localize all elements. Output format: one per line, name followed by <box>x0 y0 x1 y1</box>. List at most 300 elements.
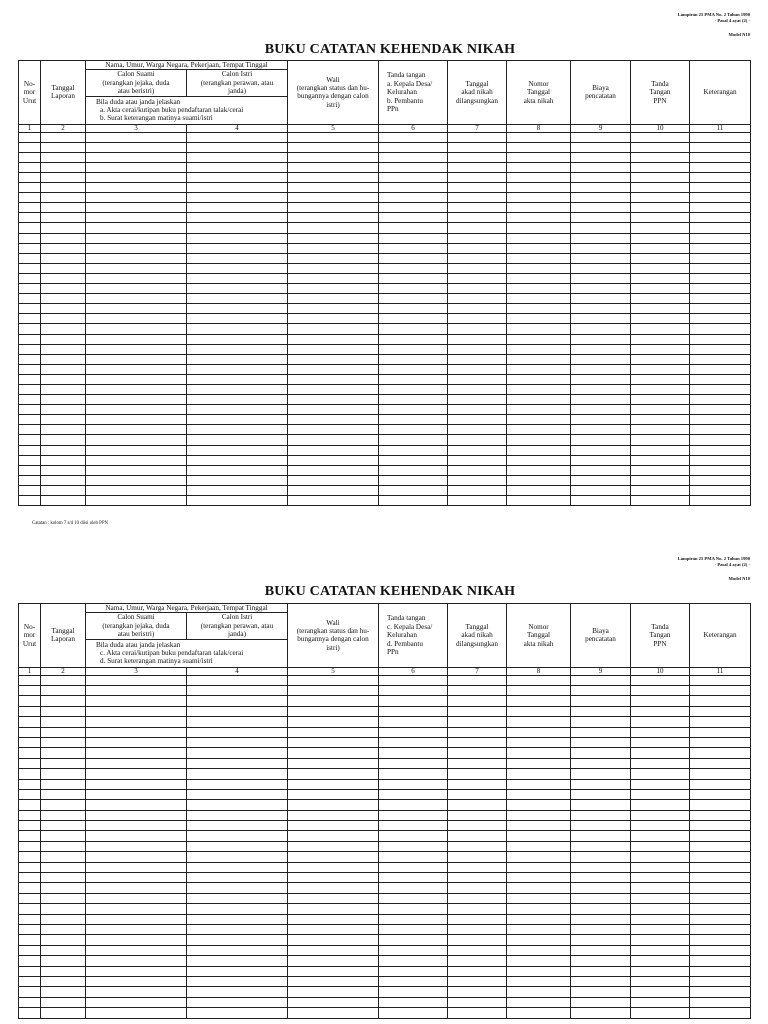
table-cell[interactable] <box>187 344 288 354</box>
table-cell[interactable] <box>288 344 379 354</box>
table-cell[interactable] <box>690 284 751 294</box>
table-cell[interactable] <box>187 203 288 213</box>
table-cell[interactable] <box>571 173 631 183</box>
table-cell[interactable] <box>448 956 507 966</box>
table-cell[interactable] <box>571 758 631 768</box>
table-cell[interactable] <box>690 304 751 314</box>
table-cell[interactable] <box>690 203 751 213</box>
table-cell[interactable] <box>41 284 86 294</box>
table-cell[interactable] <box>41 384 86 394</box>
table-cell[interactable] <box>41 696 86 706</box>
table-cell[interactable] <box>288 132 379 142</box>
table-cell[interactable] <box>41 425 86 435</box>
table-cell[interactable] <box>19 233 41 243</box>
table-cell[interactable] <box>571 354 631 364</box>
table-cell[interactable] <box>86 475 187 485</box>
table-cell[interactable] <box>288 925 379 935</box>
table-cell[interactable] <box>379 183 448 193</box>
table-cell[interactable] <box>690 162 751 172</box>
table-cell[interactable] <box>19 395 41 405</box>
table-cell[interactable] <box>631 758 690 768</box>
table-cell[interactable] <box>631 223 690 233</box>
table-cell[interactable] <box>19 132 41 142</box>
table-cell[interactable] <box>379 883 448 893</box>
table-cell[interactable] <box>448 485 507 495</box>
table-cell[interactable] <box>379 273 448 283</box>
table-cell[interactable] <box>41 831 86 841</box>
table-cell[interactable] <box>571 132 631 142</box>
table-cell[interactable] <box>379 485 448 495</box>
table-cell[interactable] <box>448 883 507 893</box>
table-cell[interactable] <box>187 956 288 966</box>
table-cell[interactable] <box>631 263 690 273</box>
table-cell[interactable] <box>448 496 507 506</box>
table-cell[interactable] <box>571 966 631 976</box>
table-cell[interactable] <box>448 253 507 263</box>
table-cell[interactable] <box>86 183 187 193</box>
table-cell[interactable] <box>690 800 751 810</box>
table-cell[interactable] <box>86 314 187 324</box>
table-cell[interactable] <box>379 976 448 986</box>
table-cell[interactable] <box>690 374 751 384</box>
table-cell[interactable] <box>187 893 288 903</box>
table-cell[interactable] <box>187 841 288 851</box>
table-cell[interactable] <box>41 445 86 455</box>
table-cell[interactable] <box>86 769 187 779</box>
table-cell[interactable] <box>187 727 288 737</box>
table-cell[interactable] <box>507 789 571 799</box>
table-cell[interactable] <box>19 425 41 435</box>
table-cell[interactable] <box>448 445 507 455</box>
table-cell[interactable] <box>379 132 448 142</box>
table-cell[interactable] <box>507 800 571 810</box>
table-cell[interactable] <box>448 904 507 914</box>
table-cell[interactable] <box>86 779 187 789</box>
table-cell[interactable] <box>448 455 507 465</box>
table-cell[interactable] <box>41 987 86 997</box>
table-cell[interactable] <box>379 831 448 841</box>
table-cell[interactable] <box>86 455 187 465</box>
table-cell[interactable] <box>86 132 187 142</box>
table-cell[interactable] <box>86 737 187 747</box>
table-cell[interactable] <box>507 405 571 415</box>
table-cell[interactable] <box>448 748 507 758</box>
table-cell[interactable] <box>631 893 690 903</box>
table-cell[interactable] <box>631 717 690 727</box>
table-cell[interactable] <box>41 334 86 344</box>
table-cell[interactable] <box>379 294 448 304</box>
table-cell[interactable] <box>379 475 448 485</box>
table-cell[interactable] <box>288 455 379 465</box>
table-cell[interactable] <box>86 415 187 425</box>
table-cell[interactable] <box>288 253 379 263</box>
table-cell[interactable] <box>41 862 86 872</box>
table-cell[interactable] <box>41 717 86 727</box>
table-cell[interactable] <box>571 415 631 425</box>
table-cell[interactable] <box>19 925 41 935</box>
table-cell[interactable] <box>379 737 448 747</box>
table-cell[interactable] <box>507 966 571 976</box>
table-cell[interactable] <box>288 203 379 213</box>
table-cell[interactable] <box>507 213 571 223</box>
table-cell[interactable] <box>571 273 631 283</box>
table-cell[interactable] <box>631 737 690 747</box>
table-cell[interactable] <box>86 862 187 872</box>
table-cell[interactable] <box>571 455 631 465</box>
table-cell[interactable] <box>631 956 690 966</box>
table-cell[interactable] <box>448 925 507 935</box>
table-cell[interactable] <box>448 243 507 253</box>
table-cell[interactable] <box>379 152 448 162</box>
table-cell[interactable] <box>631 152 690 162</box>
table-cell[interactable] <box>379 935 448 945</box>
table-cell[interactable] <box>379 862 448 872</box>
table-cell[interactable] <box>448 914 507 924</box>
table-cell[interactable] <box>187 395 288 405</box>
table-cell[interactable] <box>19 364 41 374</box>
table-cell[interactable] <box>690 893 751 903</box>
table-cell[interactable] <box>571 243 631 253</box>
table-cell[interactable] <box>86 758 187 768</box>
table-cell[interactable] <box>448 810 507 820</box>
table-cell[interactable] <box>19 243 41 253</box>
table-cell[interactable] <box>41 223 86 233</box>
table-cell[interactable] <box>631 193 690 203</box>
table-cell[interactable] <box>448 364 507 374</box>
table-cell[interactable] <box>86 831 187 841</box>
table-cell[interactable] <box>507 675 571 685</box>
table-cell[interactable] <box>288 183 379 193</box>
table-cell[interactable] <box>631 243 690 253</box>
table-cell[interactable] <box>379 304 448 314</box>
table-cell[interactable] <box>41 800 86 810</box>
table-cell[interactable] <box>19 496 41 506</box>
table-cell[interactable] <box>631 384 690 394</box>
table-cell[interactable] <box>86 384 187 394</box>
table-cell[interactable] <box>507 925 571 935</box>
table-cell[interactable] <box>41 841 86 851</box>
table-cell[interactable] <box>19 162 41 172</box>
table-cell[interactable] <box>86 904 187 914</box>
table-cell[interactable] <box>19 273 41 283</box>
table-cell[interactable] <box>379 314 448 324</box>
table-cell[interactable] <box>288 717 379 727</box>
table-cell[interactable] <box>507 435 571 445</box>
table-cell[interactable] <box>690 925 751 935</box>
table-cell[interactable] <box>86 294 187 304</box>
table-cell[interactable] <box>187 706 288 716</box>
table-cell[interactable] <box>41 354 86 364</box>
table-cell[interactable] <box>571 485 631 495</box>
table-cell[interactable] <box>571 893 631 903</box>
table-cell[interactable] <box>288 223 379 233</box>
table-cell[interactable] <box>571 841 631 851</box>
table-cell[interactable] <box>631 987 690 997</box>
table-cell[interactable] <box>571 253 631 263</box>
table-cell[interactable] <box>690 405 751 415</box>
table-cell[interactable] <box>41 675 86 685</box>
table-cell[interactable] <box>631 831 690 841</box>
table-cell[interactable] <box>571 862 631 872</box>
table-cell[interactable] <box>187 737 288 747</box>
table-cell[interactable] <box>288 852 379 862</box>
table-cell[interactable] <box>571 324 631 334</box>
table-cell[interactable] <box>86 748 187 758</box>
table-cell[interactable] <box>571 748 631 758</box>
table-cell[interactable] <box>379 769 448 779</box>
table-cell[interactable] <box>631 142 690 152</box>
table-cell[interactable] <box>448 976 507 986</box>
table-cell[interactable] <box>571 1008 631 1018</box>
table-cell[interactable] <box>41 173 86 183</box>
table-cell[interactable] <box>19 841 41 851</box>
table-cell[interactable] <box>690 748 751 758</box>
table-cell[interactable] <box>631 873 690 883</box>
table-cell[interactable] <box>86 717 187 727</box>
table-cell[interactable] <box>571 956 631 966</box>
table-cell[interactable] <box>507 769 571 779</box>
table-cell[interactable] <box>19 758 41 768</box>
table-cell[interactable] <box>448 395 507 405</box>
table-cell[interactable] <box>86 142 187 152</box>
table-cell[interactable] <box>19 455 41 465</box>
table-cell[interactable] <box>86 152 187 162</box>
table-cell[interactable] <box>448 945 507 955</box>
table-cell[interactable] <box>448 893 507 903</box>
table-cell[interactable] <box>631 914 690 924</box>
table-cell[interactable] <box>571 374 631 384</box>
table-cell[interactable] <box>571 914 631 924</box>
table-cell[interactable] <box>448 183 507 193</box>
table-cell[interactable] <box>571 475 631 485</box>
table-cell[interactable] <box>288 364 379 374</box>
table-cell[interactable] <box>507 883 571 893</box>
table-cell[interactable] <box>631 445 690 455</box>
table-cell[interactable] <box>379 810 448 820</box>
table-cell[interactable] <box>86 883 187 893</box>
table-cell[interactable] <box>379 465 448 475</box>
table-cell[interactable] <box>631 706 690 716</box>
table-cell[interactable] <box>690 935 751 945</box>
table-cell[interactable] <box>41 405 86 415</box>
table-cell[interactable] <box>571 852 631 862</box>
table-cell[interactable] <box>507 696 571 706</box>
table-cell[interactable] <box>86 324 187 334</box>
table-cell[interactable] <box>19 686 41 696</box>
table-cell[interactable] <box>187 496 288 506</box>
table-cell[interactable] <box>379 173 448 183</box>
table-cell[interactable] <box>19 852 41 862</box>
table-cell[interactable] <box>288 841 379 851</box>
table-cell[interactable] <box>86 334 187 344</box>
table-cell[interactable] <box>379 334 448 344</box>
table-cell[interactable] <box>571 686 631 696</box>
table-cell[interactable] <box>187 142 288 152</box>
table-cell[interactable] <box>86 496 187 506</box>
table-cell[interactable] <box>41 1008 86 1018</box>
table-cell[interactable] <box>448 162 507 172</box>
table-cell[interactable] <box>631 475 690 485</box>
table-cell[interactable] <box>690 273 751 283</box>
table-cell[interactable] <box>41 935 86 945</box>
table-cell[interactable] <box>507 465 571 475</box>
table-cell[interactable] <box>379 987 448 997</box>
table-cell[interactable] <box>448 173 507 183</box>
table-cell[interactable] <box>187 779 288 789</box>
table-cell[interactable] <box>288 152 379 162</box>
table-cell[interactable] <box>507 334 571 344</box>
table-cell[interactable] <box>379 893 448 903</box>
table-cell[interactable] <box>19 314 41 324</box>
table-cell[interactable] <box>379 727 448 737</box>
table-cell[interactable] <box>41 748 86 758</box>
table-cell[interactable] <box>19 193 41 203</box>
table-cell[interactable] <box>187 914 288 924</box>
table-cell[interactable] <box>19 324 41 334</box>
table-cell[interactable] <box>86 364 187 374</box>
table-cell[interactable] <box>448 415 507 425</box>
table-cell[interactable] <box>507 162 571 172</box>
table-cell[interactable] <box>379 395 448 405</box>
table-cell[interactable] <box>187 758 288 768</box>
table-cell[interactable] <box>507 727 571 737</box>
table-cell[interactable] <box>379 445 448 455</box>
table-cell[interactable] <box>571 142 631 152</box>
table-cell[interactable] <box>187 384 288 394</box>
table-cell[interactable] <box>19 873 41 883</box>
table-cell[interactable] <box>631 1008 690 1018</box>
table-cell[interactable] <box>690 314 751 324</box>
table-cell[interactable] <box>19 465 41 475</box>
table-cell[interactable] <box>507 314 571 324</box>
table-cell[interactable] <box>288 294 379 304</box>
table-cell[interactable] <box>288 800 379 810</box>
table-cell[interactable] <box>86 873 187 883</box>
table-cell[interactable] <box>631 273 690 283</box>
table-cell[interactable] <box>507 193 571 203</box>
table-cell[interactable] <box>86 810 187 820</box>
table-cell[interactable] <box>19 706 41 716</box>
table-cell[interactable] <box>507 203 571 213</box>
table-cell[interactable] <box>690 789 751 799</box>
table-cell[interactable] <box>690 873 751 883</box>
table-cell[interactable] <box>690 173 751 183</box>
table-cell[interactable] <box>507 758 571 768</box>
table-cell[interactable] <box>86 966 187 976</box>
table-cell[interactable] <box>187 425 288 435</box>
table-cell[interactable] <box>187 354 288 364</box>
table-cell[interactable] <box>571 831 631 841</box>
table-cell[interactable] <box>86 987 187 997</box>
table-cell[interactable] <box>41 193 86 203</box>
table-cell[interactable] <box>379 717 448 727</box>
table-cell[interactable] <box>187 465 288 475</box>
table-cell[interactable] <box>187 831 288 841</box>
table-cell[interactable] <box>631 162 690 172</box>
table-cell[interactable] <box>187 455 288 465</box>
table-cell[interactable] <box>19 987 41 997</box>
table-cell[interactable] <box>19 748 41 758</box>
table-cell[interactable] <box>507 496 571 506</box>
table-cell[interactable] <box>41 324 86 334</box>
table-cell[interactable] <box>288 706 379 716</box>
table-cell[interactable] <box>571 344 631 354</box>
table-cell[interactable] <box>448 862 507 872</box>
table-cell[interactable] <box>41 374 86 384</box>
table-cell[interactable] <box>86 193 187 203</box>
table-cell[interactable] <box>379 821 448 831</box>
table-cell[interactable] <box>507 485 571 495</box>
table-cell[interactable] <box>690 810 751 820</box>
table-cell[interactable] <box>288 233 379 243</box>
table-cell[interactable] <box>187 862 288 872</box>
table-cell[interactable] <box>571 405 631 415</box>
table-cell[interactable] <box>288 263 379 273</box>
table-cell[interactable] <box>690 334 751 344</box>
table-cell[interactable] <box>571 737 631 747</box>
table-cell[interactable] <box>448 686 507 696</box>
table-cell[interactable] <box>288 758 379 768</box>
table-cell[interactable] <box>507 976 571 986</box>
table-cell[interactable] <box>690 435 751 445</box>
table-cell[interactable] <box>19 374 41 384</box>
table-cell[interactable] <box>379 706 448 716</box>
table-cell[interactable] <box>379 243 448 253</box>
table-cell[interactable] <box>288 475 379 485</box>
table-cell[interactable] <box>41 253 86 263</box>
table-cell[interactable] <box>187 132 288 142</box>
table-cell[interactable] <box>571 193 631 203</box>
table-cell[interactable] <box>448 384 507 394</box>
table-cell[interactable] <box>19 821 41 831</box>
table-cell[interactable] <box>571 717 631 727</box>
table-cell[interactable] <box>86 273 187 283</box>
table-cell[interactable] <box>379 841 448 851</box>
table-cell[interactable] <box>288 465 379 475</box>
table-cell[interactable] <box>448 273 507 283</box>
table-cell[interactable] <box>379 384 448 394</box>
table-cell[interactable] <box>86 435 187 445</box>
table-cell[interactable] <box>288 956 379 966</box>
table-cell[interactable] <box>288 966 379 976</box>
table-cell[interactable] <box>41 314 86 324</box>
table-cell[interactable] <box>507 425 571 435</box>
table-cell[interactable] <box>631 374 690 384</box>
table-cell[interactable] <box>288 696 379 706</box>
table-cell[interactable] <box>379 1008 448 1018</box>
table-cell[interactable] <box>288 904 379 914</box>
table-cell[interactable] <box>690 696 751 706</box>
table-cell[interactable] <box>690 956 751 966</box>
table-cell[interactable] <box>448 873 507 883</box>
table-cell[interactable] <box>41 686 86 696</box>
table-cell[interactable] <box>507 821 571 831</box>
table-cell[interactable] <box>86 223 187 233</box>
table-cell[interactable] <box>507 706 571 716</box>
table-cell[interactable] <box>690 485 751 495</box>
table-cell[interactable] <box>448 789 507 799</box>
table-cell[interactable] <box>690 425 751 435</box>
table-cell[interactable] <box>379 455 448 465</box>
table-cell[interactable] <box>379 914 448 924</box>
table-cell[interactable] <box>690 717 751 727</box>
table-cell[interactable] <box>187 852 288 862</box>
table-cell[interactable] <box>19 152 41 162</box>
table-cell[interactable] <box>41 485 86 495</box>
table-cell[interactable] <box>379 344 448 354</box>
table-cell[interactable] <box>448 1008 507 1018</box>
table-cell[interactable] <box>288 821 379 831</box>
